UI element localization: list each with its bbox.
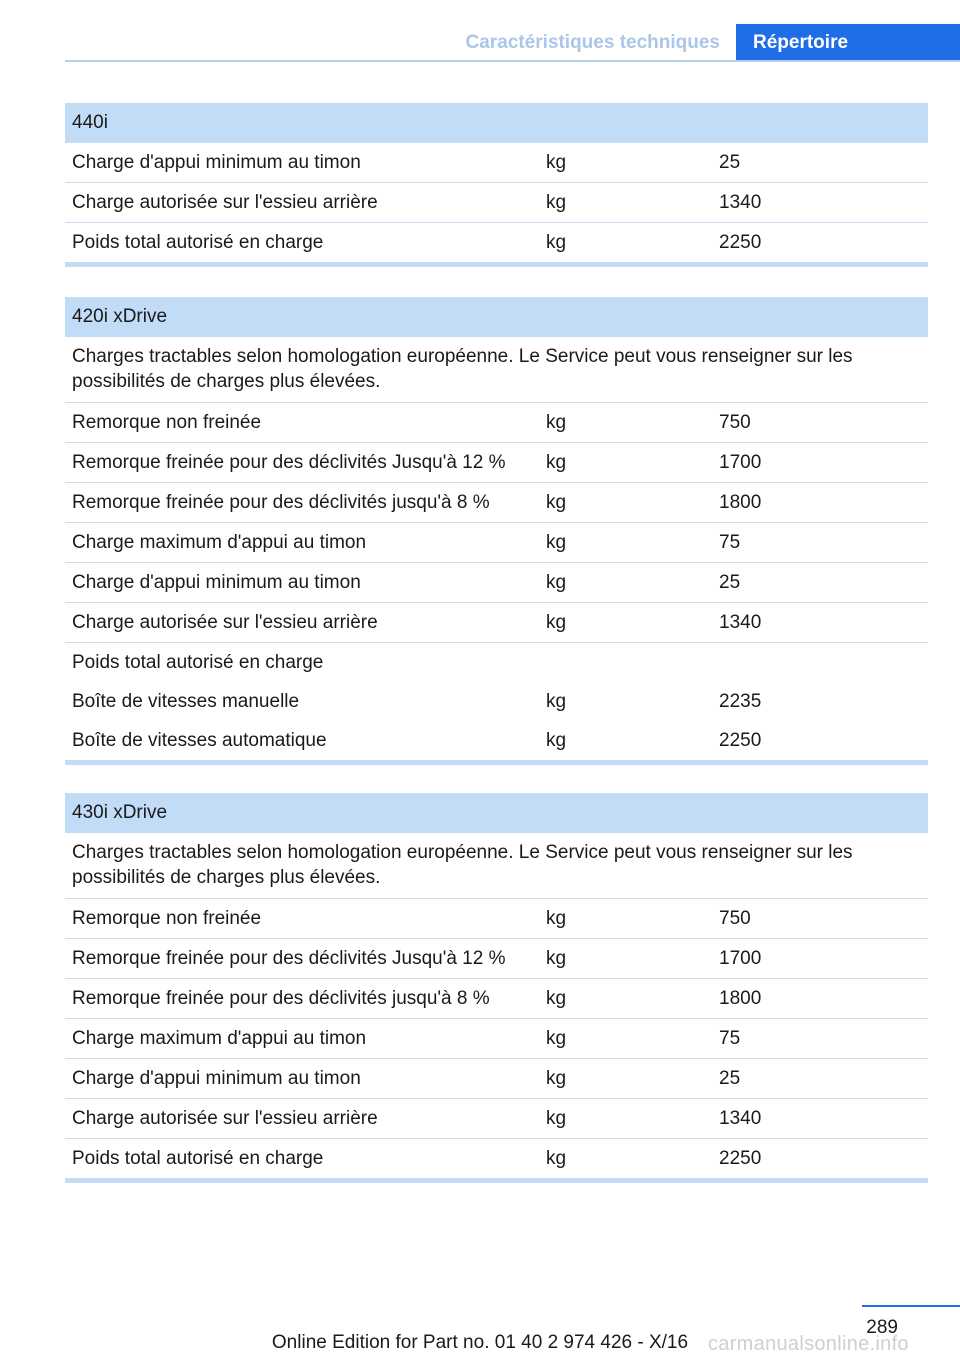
row-label: Boîte de vitesses automatique (72, 730, 327, 751)
row-label: Poids total autorisé en charge (72, 1148, 324, 1169)
row-label: Charge autorisée sur l'essieu arrière (72, 612, 378, 633)
row-unit: kg (546, 152, 567, 173)
table-end-bar (65, 760, 928, 765)
table-header: 420i xDrive (65, 297, 928, 337)
table-row (65, 523, 928, 563)
row-label: Remorque freinée pour des déclivités Jusqu'à 12 % (72, 452, 506, 473)
group-label: Poids total autorisé en charge (72, 652, 324, 673)
row-label: Charge d'appui minimum au timon (72, 152, 361, 173)
row-value: 75 (719, 1028, 741, 1049)
row-unit: kg (546, 988, 567, 1009)
row-value: 2250 (719, 232, 762, 253)
row-unit: kg (546, 192, 567, 213)
table-note: Charges tractables selon homologation européenne. Le Service peut vous renseigner sur les possibilités de charges plus élevées. (65, 337, 928, 403)
row-label: Poids total autorisé en charge (72, 232, 324, 253)
table-row (65, 721, 928, 760)
row-label: Boîte de vitesses manuelle (72, 691, 300, 712)
table-row (65, 403, 928, 443)
table-row (65, 1019, 928, 1059)
row-label: Charge autorisée sur l'essieu arrière (72, 192, 378, 213)
row-label: Remorque freinée pour des déclivités Jusqu'à 12 % (72, 948, 506, 969)
table-header: 430i xDrive (65, 793, 928, 833)
row-value: 75 (719, 532, 741, 553)
row-unit: kg (546, 452, 567, 473)
table-row (65, 979, 928, 1019)
row-value: 1340 (719, 1108, 762, 1129)
table-row (65, 1099, 928, 1139)
row-unit: kg (546, 1068, 567, 1089)
row-unit: kg (546, 532, 567, 553)
row-value: 2250 (719, 1148, 762, 1169)
row-value: 1340 (719, 192, 762, 213)
table-row (65, 143, 928, 183)
row-value: 1700 (719, 948, 762, 969)
table-end-bar (65, 262, 928, 267)
row-unit: kg (546, 691, 567, 712)
row-value: 25 (719, 152, 741, 173)
row-unit: kg (546, 232, 567, 253)
edition-footer: Online Edition for Part no. 01 40 2 974 426 - X/16 (271, 1332, 689, 1353)
table-row (65, 1139, 928, 1178)
row-label: Remorque freinée pour des déclivités jusqu'à 8 % (72, 988, 490, 1009)
table-row (65, 223, 928, 262)
row-value: 25 (719, 572, 741, 593)
page-number: 289 (866, 1317, 898, 1338)
row-label: Remorque freinée pour des déclivités jusqu'à 8 % (72, 492, 490, 513)
row-label: Remorque non freinée (72, 412, 262, 433)
row-value: 1800 (719, 492, 762, 513)
row-value: 25 (719, 1068, 741, 1089)
page-number-rule (862, 1305, 960, 1307)
row-unit: kg (546, 1148, 567, 1169)
row-unit: kg (546, 908, 567, 929)
spec-table-420i-xdrive (65, 297, 928, 765)
watermark: carmanualsonline.info (708, 1333, 909, 1355)
row-unit: kg (546, 948, 567, 969)
row-value: 2250 (719, 730, 762, 751)
row-value: 1340 (719, 612, 762, 633)
table-note: Charges tractables selon homologation européenne. Le Service peut vous renseigner sur les possibilités de charges plus élevées. (65, 833, 928, 899)
table-header: 440i (65, 103, 928, 143)
row-value: 2235 (719, 691, 762, 712)
table-row (65, 183, 928, 223)
row-label: Remorque non freinée (72, 908, 262, 929)
row-label: Charge maximum d'appui au timon (72, 532, 367, 553)
section-title: Caractéristiques techniques (465, 32, 720, 53)
table-row (65, 483, 928, 523)
table-row (65, 899, 928, 939)
row-value: 750 (719, 412, 751, 433)
table-group-row (65, 643, 928, 682)
row-unit: kg (546, 1028, 567, 1049)
row-value: 1700 (719, 452, 762, 473)
row-unit: kg (546, 492, 567, 513)
header-rule (65, 60, 960, 62)
table-row (65, 563, 928, 603)
table-row (65, 939, 928, 979)
row-label: Charge maximum d'appui au timon (72, 1028, 367, 1049)
row-value: 750 (719, 908, 751, 929)
row-value: 1800 (719, 988, 762, 1009)
spec-table-440i (65, 103, 928, 267)
row-unit: kg (546, 412, 567, 433)
row-label: Charge d'appui minimum au timon (72, 572, 361, 593)
table-row (65, 1059, 928, 1099)
row-unit: kg (546, 612, 567, 633)
row-unit: kg (546, 1108, 567, 1129)
spec-table-430i-xdrive (65, 793, 928, 1183)
table-row (65, 603, 928, 643)
chapter-tab[interactable]: Répertoire (736, 24, 960, 62)
row-unit: kg (546, 730, 567, 751)
table-end-bar (65, 1178, 928, 1183)
row-label: Charge d'appui minimum au timon (72, 1068, 361, 1089)
row-label: Charge autorisée sur l'essieu arrière (72, 1108, 378, 1129)
row-unit: kg (546, 572, 567, 593)
table-row (65, 443, 928, 483)
table-row (65, 682, 928, 721)
